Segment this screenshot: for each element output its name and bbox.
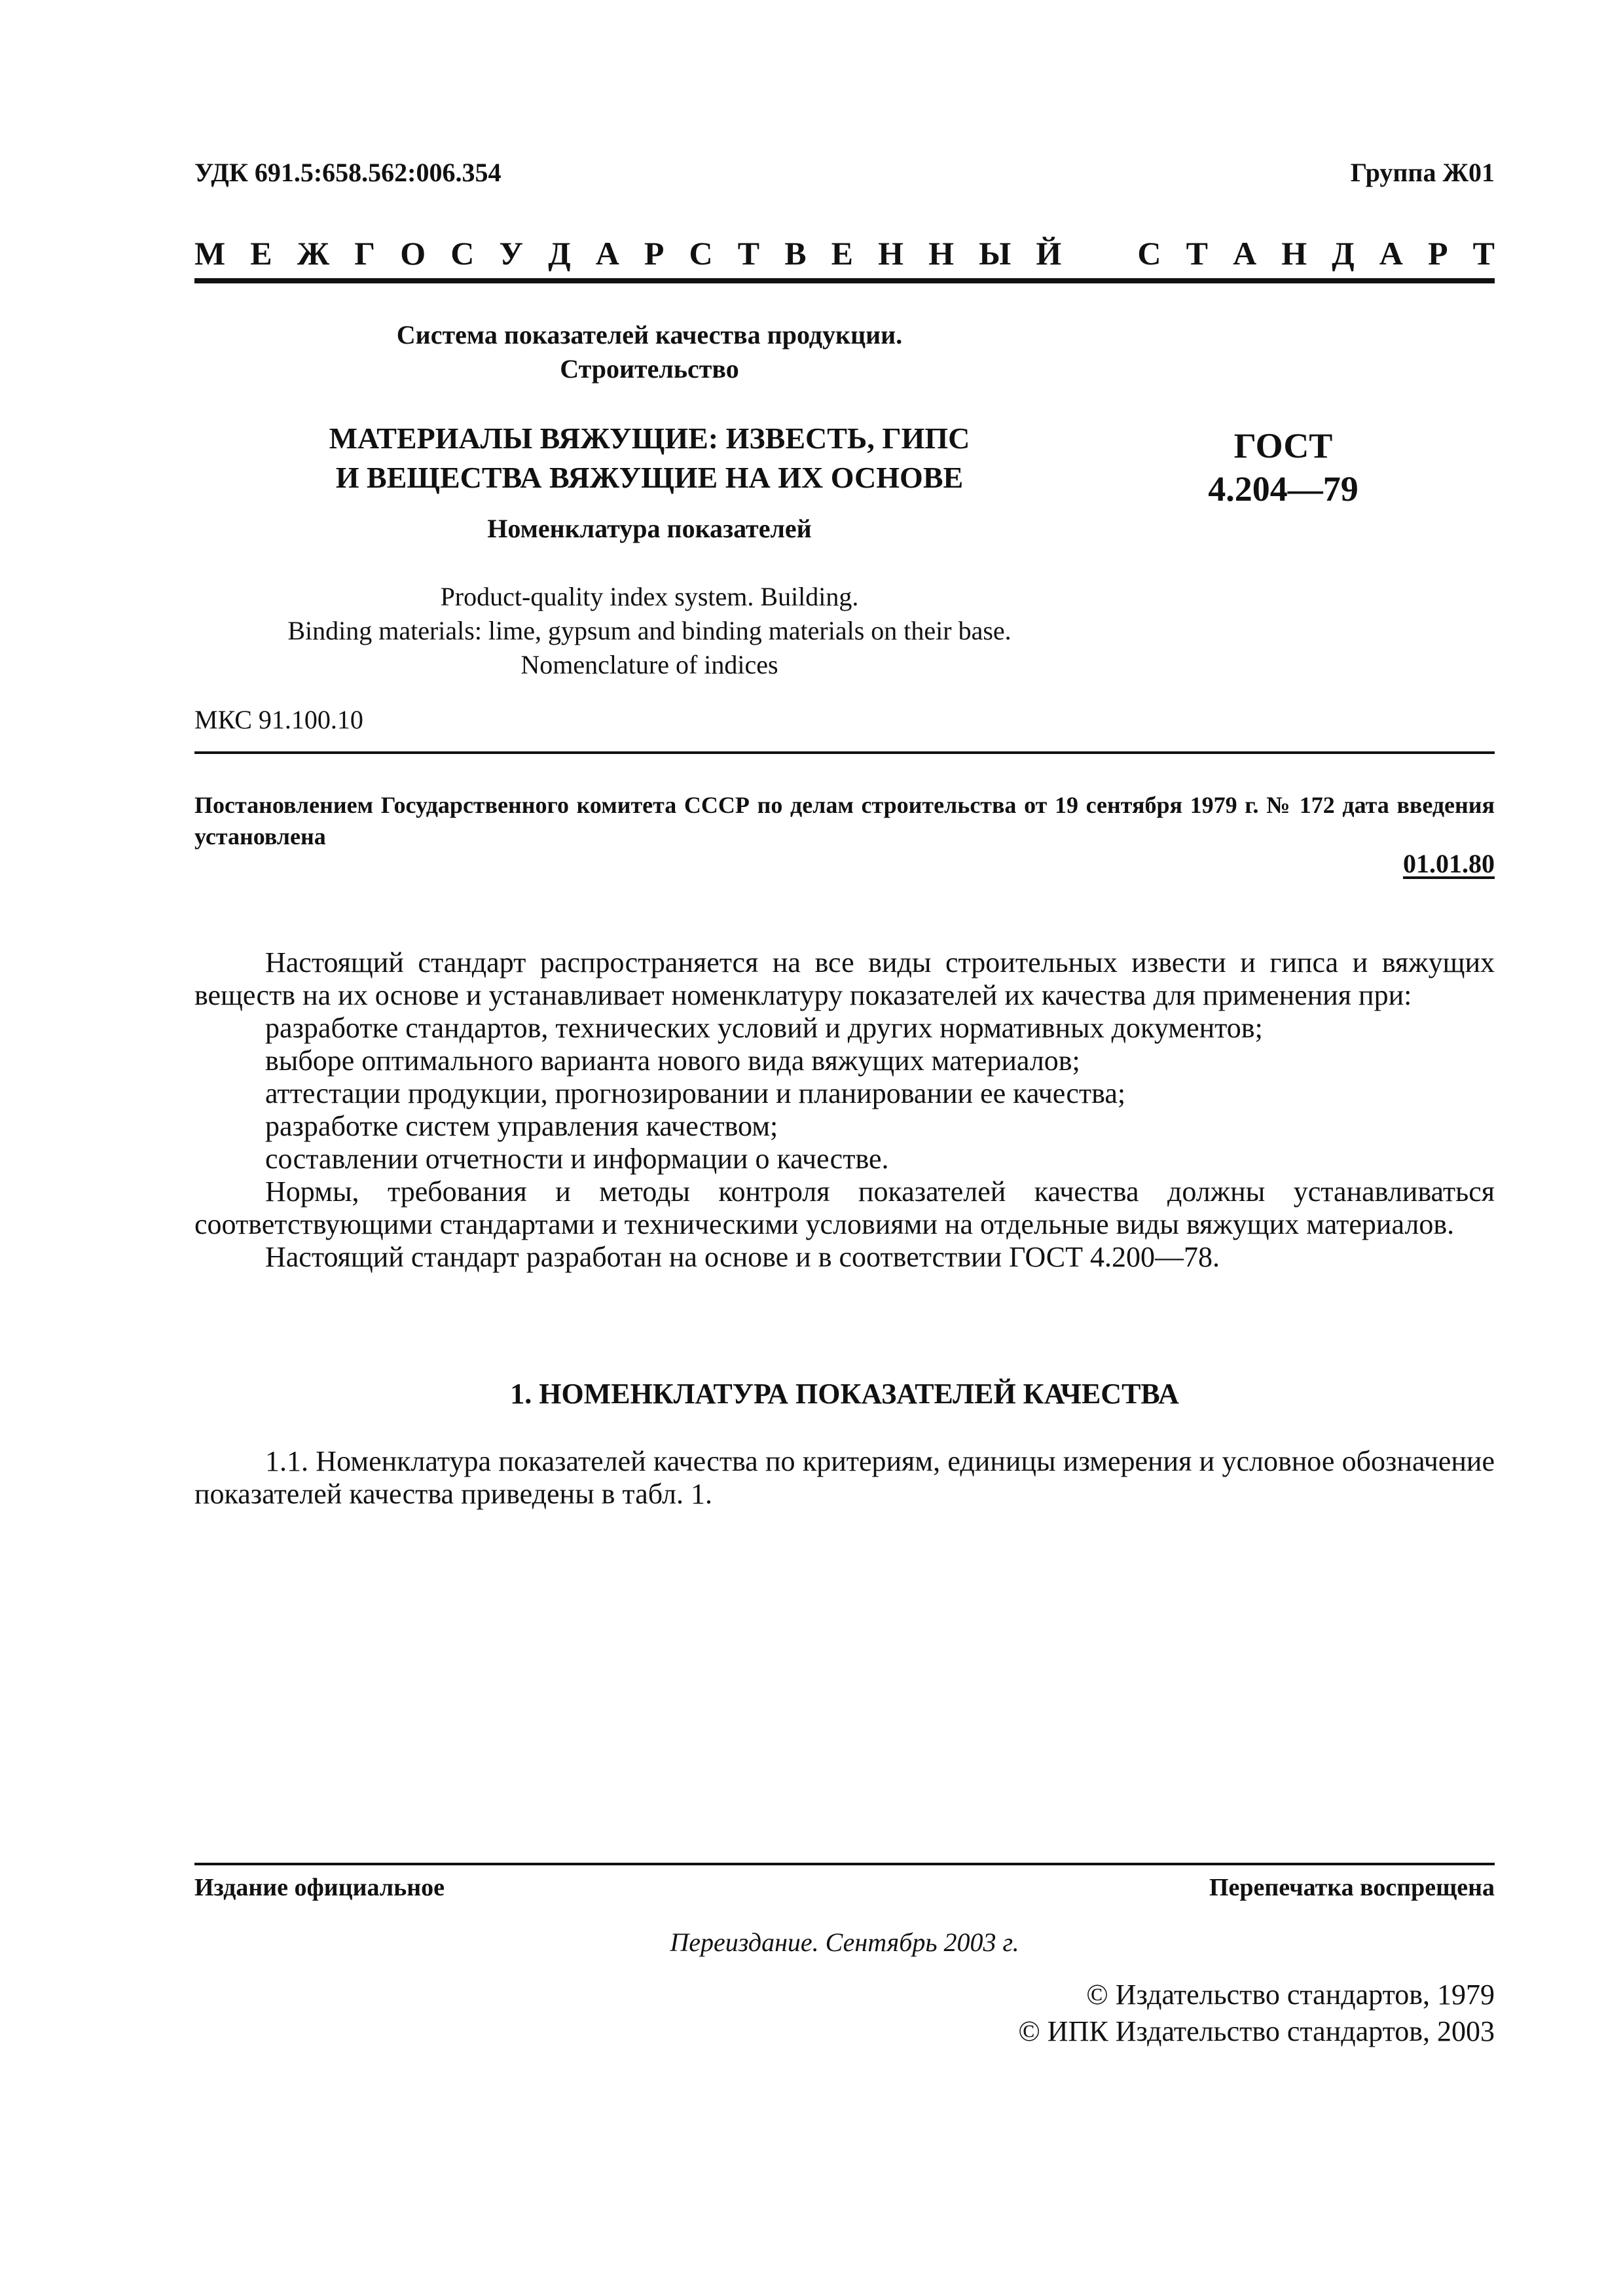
gost-designation (1106, 424, 1460, 511)
banner-letter: С (1137, 235, 1161, 272)
banner-letter: Д (1332, 235, 1355, 272)
banner-letter: Н (1281, 235, 1307, 272)
banner-letter: Ы (979, 235, 1012, 272)
section-heading: 1. НОМЕНКЛАТУРА ПОКАЗАТЕЛЕЙ КАЧЕСТВА (510, 1378, 1179, 1410)
mks-code: МКС 91.100.10 (194, 705, 363, 734)
banner-letter: Т (1186, 235, 1208, 272)
norms-paragraph: Нормы, требования и методы контроля показателей качества должны устанавливаться соответствующими стандартами и техническими условиями на отдельные виды вяжущих материалов. (194, 1175, 1495, 1240)
banner-letter: Н (878, 235, 904, 272)
banner-letter: Д (548, 235, 571, 272)
system-title (194, 318, 1104, 386)
copyright-line: © Издательство стандартов, 1979 (1086, 1979, 1495, 2011)
introduction-date: 01.01.80 (1403, 849, 1495, 878)
banner-letter: С (689, 235, 713, 272)
document-title-line: И ВЕЩЕСТВА ВЯЖУЩИЕ НА ИХ ОСНОВЕ (335, 461, 964, 494)
banner-letter: Н (928, 235, 955, 272)
english-title-line: Product-quality index system. Building. (440, 582, 859, 611)
banner-letter: А (595, 235, 619, 272)
english-title (194, 580, 1104, 682)
nomenclature-subtitle: Номенклатура показателей (487, 514, 812, 543)
clause-1-1: 1.1. Номенклатура показателей качества по критериям, единицы измерения и условное обозначение показателей качества приведены в табл. 1. (194, 1445, 1495, 1510)
reprint-prohibited-label: Перепечатка воспрещена (1209, 1874, 1495, 1901)
intro-paragraph: Настоящий стандарт распространяется на все виды строительных извести и гипса и вяжущих веществ на их основе и устанавливает номенклатуру показателей их качества для применения при: (194, 946, 1495, 1011)
banner-letter: У (499, 235, 524, 272)
banner-letter: Й (1036, 235, 1062, 272)
basis-paragraph: Настоящий стандарт разработан на основе и в соответствии ГОСТ 4.200—78. (265, 1241, 1220, 1273)
banner-letter: С (450, 235, 475, 272)
interstate-standard-banner (194, 232, 1495, 274)
reissue-note: Переиздание. Сентябрь 2003 г. (670, 1928, 1019, 1957)
gost-label: ГОСТ (1233, 426, 1333, 465)
banner-letter: О (400, 235, 426, 272)
system-title-line: Система показателей качества продукции. (396, 320, 903, 350)
group-code: Группа Ж01 (1350, 158, 1495, 187)
footer-divider (194, 1863, 1495, 1865)
header-divider (194, 751, 1495, 754)
banner-letter: А (1233, 235, 1257, 272)
list-item: разработке стандартов, технических условий и других нормативных документов; (265, 1012, 1263, 1044)
list-item: аттестации продукции, прогнозировании и планировании ее качества; (265, 1077, 1126, 1109)
banner-letter: Т (737, 235, 760, 272)
list-item: выборе оптимального варианта нового вида вяжущих материалов; (265, 1045, 1080, 1077)
banner-letter: Т (1472, 235, 1495, 272)
banner-letter: Е (250, 235, 272, 272)
udk-code: УДК 691.5:658.562:006.354 (194, 158, 501, 187)
banner-letter: В (784, 235, 807, 272)
copyright-block (1018, 1977, 1495, 2050)
list-item: разработке систем управления качеством; (265, 1110, 778, 1142)
banner-letter: Г (354, 235, 376, 272)
banner-letter: М (194, 235, 226, 272)
document-body (194, 946, 1495, 1274)
banner-letter: Ж (297, 235, 330, 272)
document-title (194, 419, 1104, 497)
copyright-line: © ИПК Издательство стандартов, 2003 (1018, 2015, 1495, 2047)
banner-letter: Р (1427, 235, 1448, 272)
banner-letter: А (1379, 235, 1403, 272)
list-item: составлении отчетности и информации о качестве. (265, 1143, 889, 1175)
english-title-line: Nomenclature of indices (520, 650, 778, 679)
banner-letter: Е (831, 235, 854, 272)
official-edition-label: Издание официальное (194, 1874, 445, 1901)
gost-number: 4.204—79 (1208, 469, 1359, 509)
decree-text: Постановлением Государственного комитета СССР по делам строительства от 19 сентября 1979 г. № 172 дата введения установлена (194, 792, 1495, 850)
english-title-line: Binding materials: lime, gypsum and binding materials on their base. (287, 616, 1012, 645)
document-title-line: МАТЕРИАЛЫ ВЯЖУЩИЕ: ИЗВЕСТЬ, ГИПС (329, 422, 970, 455)
system-title-line: Строительство (560, 354, 739, 384)
banner-rule (194, 278, 1495, 283)
banner-letter: Р (644, 235, 665, 272)
